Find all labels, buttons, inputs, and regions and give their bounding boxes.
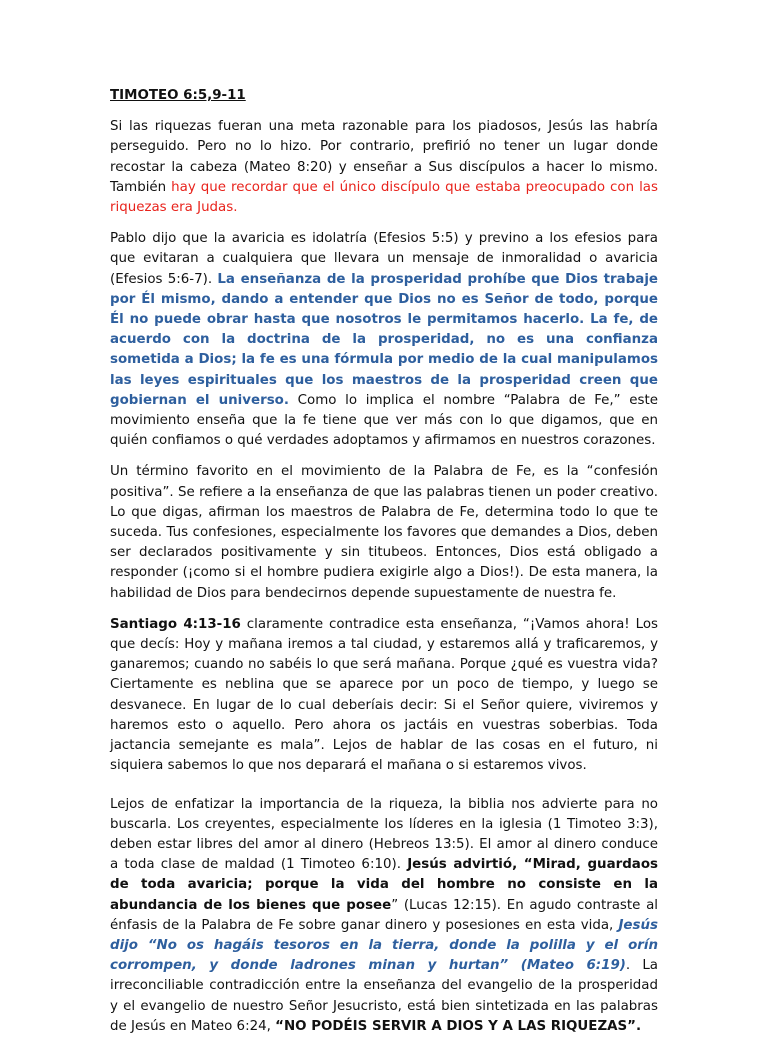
paragraph-1-highlight: hay que recordar que el único discípulo que estaba preocupado con las riquezas era Judas. [110,179,658,216]
paragraph-2 [110,229,658,451]
paragraph-5-quote-bold: Jesús advirtió, “Mirad, guardaos de toda avaricia; porque la vida del hombre no consiste en la abundancia de los bienes que posee [110,857,659,913]
paragraph-2-text-b: Como lo implica el nombre “Palabra de Fe,” este movimiento enseña que la fe tiene que ver más con lo que digamos, que en quién confiamos o qué verdades adoptamos y afirmamos en nuestros corazones. [110,392,658,449]
paragraph-1-text: Si las riquezas fueran una meta razonable para los piadosos, Jesús las habría perseguido. Pero no lo hizo. Por contrario, prefirió no tener un lugar donde recostar la cabeza (Mateo 8:20) y enseñar a Sus discípulos a hacer lo mismo. También [110,119,658,195]
paragraph-4-text: claramente contradice esta enseñanza, “¡Vamos ahora! Los que decís: Hoy y mañana iremos a tal ciudad, y estaremos allá y traficaremos, y ganaremos; cuando no sabéis lo que será mañana. Porque ¿qué es vuestra vida? Ciertamente es neblina que se aparece por un poco de tiempo, y luego se desvanece. En lugar de lo cual deberíais decir: Si el Señor quiere, viviremos y haremos esto o aquello. Pero ahora os jactáis en vuestras soberbias. Toda jactancia semejante es mala”. Lejos de hablar de las cosas en el futuro, ni siquiera sabemos lo que nos deparará el mañana o si estaremos vivos. [110,616,658,774]
paragraph-2-text-a: Pablo dijo que la avaricia es idolatría (Efesios 5:5) y previno a los efesios para que evitaran a cualquiera que llevara un mensaje de inmoralidad o avaricia (Efesios 5:6-7). [110,231,658,287]
paragraph-2-highlight: La enseñanza de la prosperidad prohíbe que Dios trabaje por Él mismo, dando a entender que Dios no es Señor de todo, porque Él no puede obrar hasta que nosotros le permitamos hacerlo. La fe, de acuerdo con la doctrina de la prosperidad, no es una confianza sometida a Dios; la fe es una fórmula por medio de la cual manipulamos las leyes espirituales que los maestros de la prosperidad creen que gobiernan el universo. [110,271,658,408]
paragraph-5 [110,795,658,1037]
document-page [110,86,658,1048]
paragraph-4 [110,615,658,777]
paragraph-5-highlight: Jesús dijo “No os hagáis tesoros en la tierra, donde la polilla y el orín corrompen, y donde ladrones minan y hurtan” (Mateo 6:19) [110,917,658,974]
paragraph-5-text-b: ” (Lucas 12:15). En agudo contraste al énfasis de la Palabra de Fe sobre ganar dinero y posesiones en esta vida, [110,897,658,933]
paragraph-3: Un término favorito en el movimiento de la Palabra de Fe, es la “confesión positiva”. Se refiere a la enseñanza de que las palabras tienen un poder creativo. Lo que digas, afirman los maestros de Palabra de Fe, determina todo lo que te suceda. Tus confesiones, especialmente los favores que demandes a Dios, deben ser declarados positivamente y sin titubeos. Entonces, Dios está obligado a responder (¡como si el hombre pudiera exigirle algo a Dios!). De esta manera, la habilidad de Dios para bendecirnos depende supuestamente de nuestra fe. [110,464,658,601]
paragraph-5-text-a: Lejos de enfatizar la importancia de la riqueza, la biblia nos advierte para no buscarla. Los creyentes, especialmente los líderes en la iglesia (1 Timoteo 3:3), deben estar libres del amor al dinero (Hebreos 13:5). El amor al dinero conduce a toda clase de maldad (1 Timoteo 6:10). [110,796,658,873]
paragraph-1 [110,117,658,218]
paragraph-5-text-c: . La irreconciliable contradicción entre la enseñanza del evangelio de la prosperidad y el evangelio de nuestro Señor Jesucristo, está bien sintetizada en las palabras de Jesús en Mateo 6:24, [110,958,658,1034]
document-title: TIMOTEO 6:5,9-11 [110,88,246,103]
paragraph-4-reference: Santiago 4:13-16 [110,616,241,632]
paragraph-5-closing-quote: “NO PODÉIS SERVIR A DIOS Y A LAS RIQUEZAS”. [275,1018,642,1034]
